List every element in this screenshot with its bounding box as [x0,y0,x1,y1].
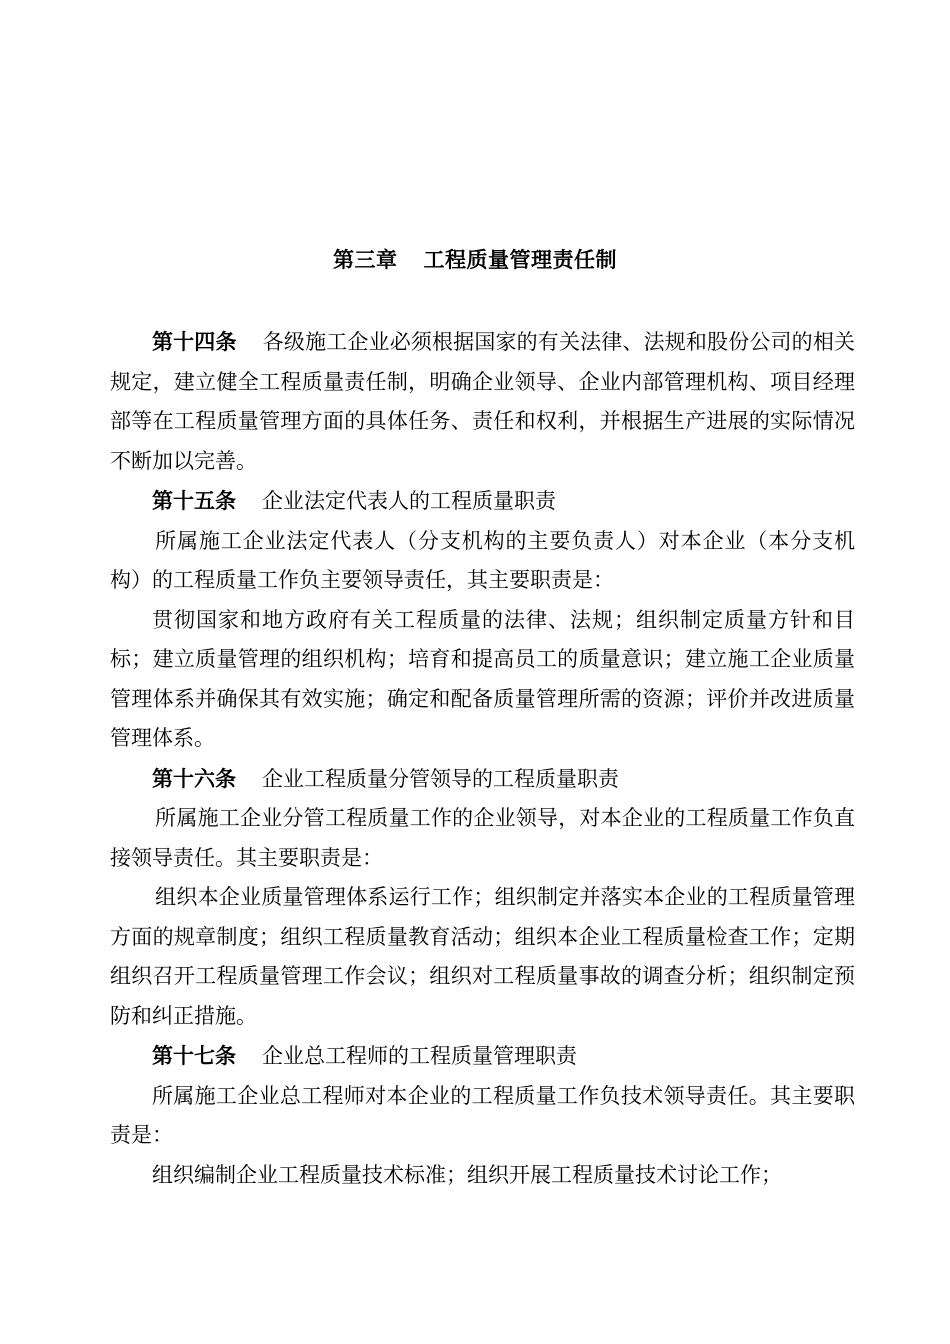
article-15 [110,481,855,522]
article-17-para-2: 组织编制企业工程质量技术标准；组织开展工程质量技术讨论工作； [152,1162,782,1187]
chapter-name: 工程质量管理责任制 [423,247,617,272]
article-17 [110,1036,855,1077]
article-17-number: 第十七条 [152,1043,236,1068]
article-16 [110,759,855,800]
article-14-text: 各级施工企业必须根据国家的有关法律、法规和股份公司的相关规定，建立健全工程质量责任制，明确企业领导、企业内部管理机构、项目经理部等在工程质量管理方面的具体任务、责任和权利，并根据生产进展的实际情况不断加以完善。 [110,330,855,473]
article-15-para-2: 贯彻国家和地方政府有关工程质量的法律、法规；组织制定质量方针和目标；建立质量管理的组织机构；培育和提高员工的质量意识；建立施工企业质量管理体系并确保其有效实施；确定和配备质量管理所需的资源；评价并改进质量管理体系。 [110,607,855,750]
article-16-para-1: 所属施工企业分管工程质量工作的企业领导，对本企业的工程质量工作负直接领导责任。其主要职责是： [110,806,855,870]
article-14 [110,322,855,481]
article-17-para-1: 所属施工企业总工程师对本企业的工程质量工作负技术领导责任。其主要职责是： [110,1083,855,1147]
chapter-number: 第三章 [333,247,398,272]
article-17-heading: 企业总工程师的工程质量管理职责 [262,1044,577,1068]
chapter-title [0,244,950,276]
article-16-para-2: 组织本企业质量管理体系运行工作；组织制定并落实本企业的工程质量管理方面的规章制度；组织工程质量教育活动；组织本企业工程质量检查工作；定期组织召开工程质量管理工作会议；组织对工程质量事故的调查分析；组织制定预防和纠正措施。 [110,885,855,1028]
article-15-heading: 企业法定代表人的工程质量职责 [262,489,556,513]
article-14-number: 第十四条 [152,329,237,354]
article-16-heading: 企业工程质量分管领导的工程质量职责 [262,766,619,791]
article-16-number: 第十六条 [152,765,236,791]
article-15-para-1: 所属施工企业法定代表人（分支机构的主要负责人）对本企业（本分支机构）的工程质量工作负主要领导责任，其主要职责是： [110,528,855,592]
document-body [110,322,855,1195]
article-15-number: 第十五条 [152,488,236,513]
